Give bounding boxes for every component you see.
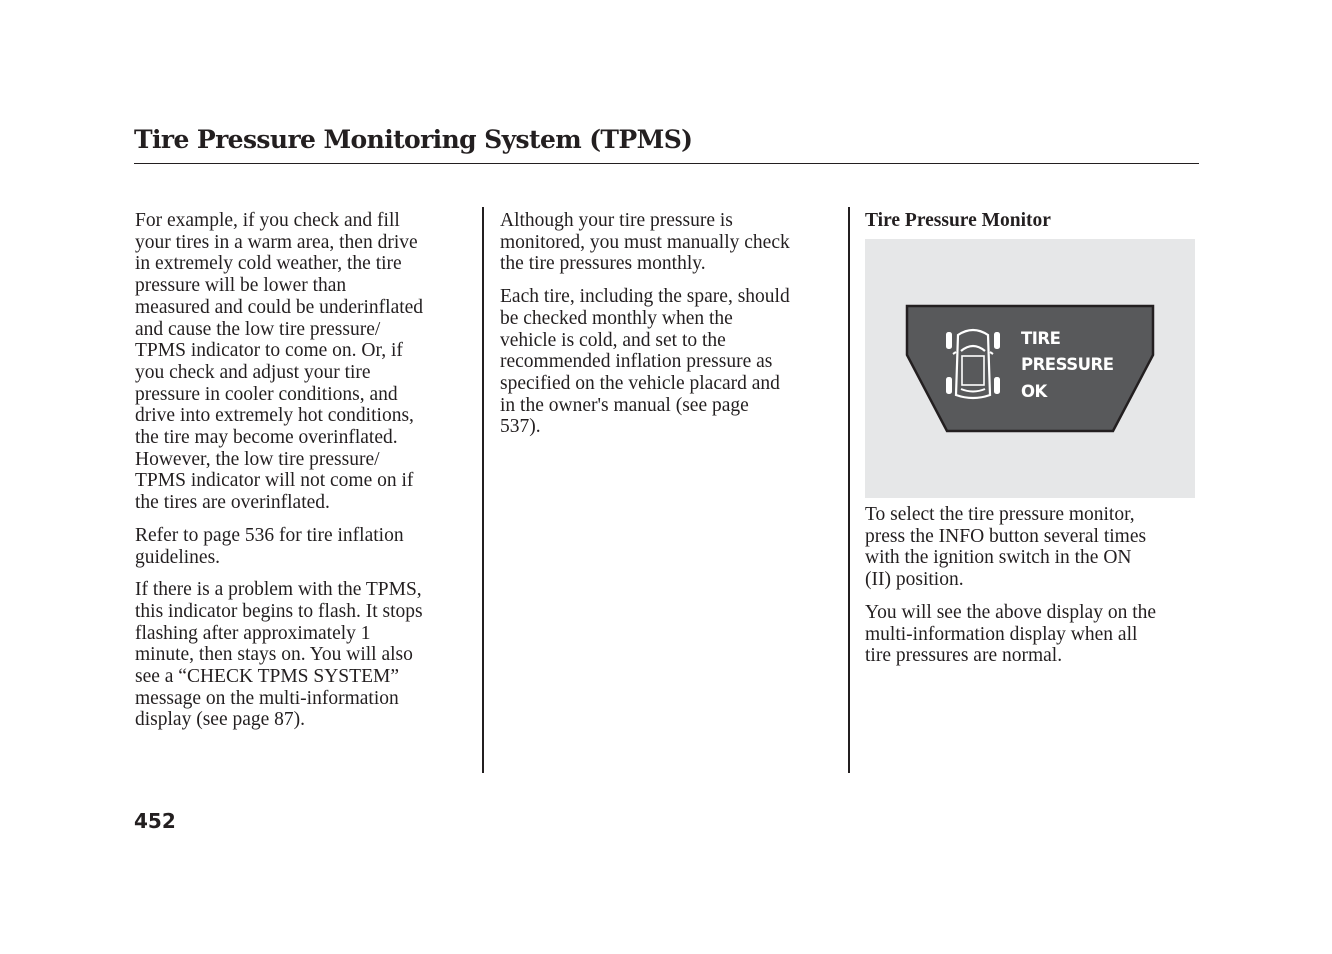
multi-information-display-figure [865, 239, 1195, 498]
text-line: the tire pressures monthly. [500, 253, 706, 275]
column-2 [500, 210, 840, 449]
text-line: in the owner's manual (see page [500, 394, 749, 416]
display-line-tire: TIRE [1021, 329, 1061, 348]
text-line: specified on the vehicle placard and [500, 372, 780, 394]
text-line: minute, then stays on. You will also [135, 644, 413, 666]
display-line-pressure: PRESSURE [1021, 355, 1114, 374]
text-line: TPMS indicator will not come on if [135, 470, 414, 492]
text-line: TPMS indicator to come on. Or, if [135, 340, 403, 362]
text-line: drive into extremely hot conditions, [135, 405, 414, 427]
page-title: Tire Pressure Monitoring System (TPMS) [134, 125, 693, 154]
text-line: multi-information display when all [865, 623, 1138, 645]
text-line: 537). [500, 416, 541, 438]
column-3-text [865, 504, 1200, 678]
column-3 [865, 210, 1200, 232]
text-line: message on the multi-information [135, 687, 399, 709]
text-line: the tire may become overinflated. [135, 427, 398, 449]
paragraph [865, 602, 1200, 667]
text-line: measured and could be underinflated [135, 296, 424, 318]
text-line: you check and adjust your tire [135, 361, 371, 383]
display-illustration [865, 239, 1195, 498]
paragraph [135, 210, 475, 514]
text-line: recommended inflation pressure as [500, 351, 773, 373]
text-line: pressure in cooler conditions, and [135, 383, 398, 405]
text-line: tire pressures are normal. [865, 645, 1063, 667]
column-1 [135, 210, 475, 742]
text-line: this indicator begins to flash. It stops [135, 600, 423, 622]
text-line: Although your tire pressure is [500, 210, 733, 231]
text-line: Each tire, including the spare, should [500, 286, 790, 308]
paragraph [500, 286, 840, 438]
text-line: see a “CHECK TPMS SYSTEM” [135, 666, 399, 688]
column-divider [482, 207, 484, 773]
paragraph [135, 525, 475, 568]
text-line: guidelines. [135, 546, 221, 568]
display-line-ok: OK [1021, 382, 1047, 401]
paragraph [865, 504, 1200, 591]
title-rule [134, 163, 1199, 164]
text-line: pressure will be lower than [135, 275, 347, 297]
text-line: However, the low tire pressure/ [135, 448, 380, 470]
text-line: To select the tire pressure monitor, [865, 504, 1135, 525]
text-line: If there is a problem with the TPMS, [135, 579, 422, 601]
paragraph [135, 579, 475, 731]
text-line: the tires are overinflated. [135, 492, 330, 514]
text-line: with the ignition switch in the ON [865, 547, 1132, 569]
text-line: be checked monthly when the [500, 307, 733, 329]
text-line: in extremely cold weather, the tire [135, 253, 402, 275]
section-heading: Tire Pressure Monitor [865, 210, 1051, 231]
text-line: and cause the low tire pressure/ [135, 318, 381, 340]
column-divider [848, 207, 850, 773]
text-line: display (see page 87). [135, 709, 306, 731]
text-line: monitored, you must manually check [500, 231, 790, 253]
text-line: You will see the above display on the [865, 601, 1157, 623]
text-line: your tires in a warm area, then drive [135, 231, 418, 253]
text-line: press the INFO button several times [865, 525, 1147, 547]
text-line: vehicle is cold, and set to the [500, 329, 726, 351]
paragraph [500, 210, 840, 275]
page-number: 452 [134, 809, 176, 833]
text-line: flashing after approximately 1 [135, 622, 371, 644]
text-line: For example, if you check and fill [135, 210, 400, 231]
text-line: (II) position. [865, 569, 964, 591]
text-line: Refer to page 536 for tire inflation [135, 524, 404, 546]
